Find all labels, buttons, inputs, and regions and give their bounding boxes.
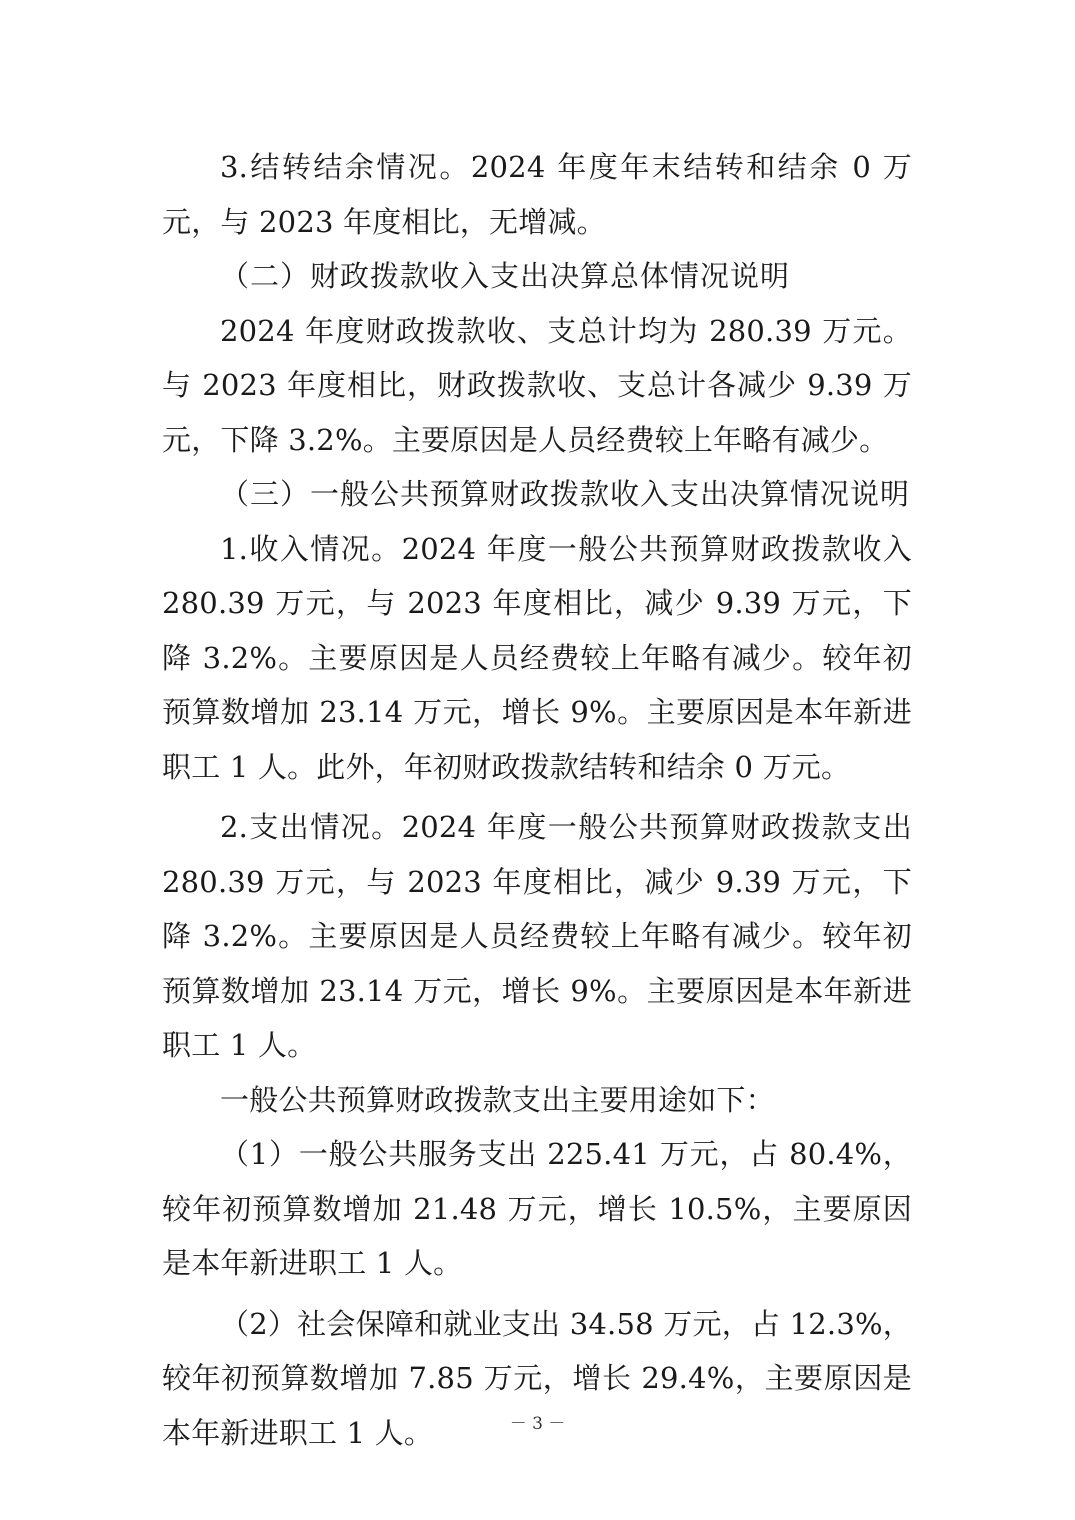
section-heading-3: （三）一般公共预算财政拨款收入支出决算情况说明 (220, 477, 911, 511)
document-body (162, 140, 912, 1460)
page-number: － 3 － (509, 1414, 566, 1434)
paragraph-carryover-balance: 3.结转结余情况。2024 年度年末结转和结余 0 万元，与 2023 年度相比，无增减。 (162, 150, 912, 239)
paragraph-fiscal-total: 2024 年度财政拨款收、支总计均为 280.39 万元。与 2023 年度相比，财政拨款收、支总计各减少 9.39 万元，下降 3.2%。主要原因是人员经费较上年略有减少。 (162, 313, 912, 457)
paragraph-uses-intro: 一般公共预算财政拨款支出主要用途如下： (220, 1082, 775, 1117)
section-heading-2: （二）财政拨款收入支出决算总体情况说明 (220, 259, 791, 293)
paragraph-item-1: （1）一般公共服务支出 225.41 万元，占 80.4%，较年初预算数增加 21.48 万元，增长 10.5%，主要原因是本年新进职工 1 人。 (162, 1137, 912, 1280)
paragraph-income: 1.收入情况。2024 年度一般公共预算财政拨款收入 280.39 万元，与 2023 年度相比，减少 9.39 万元，下降 3.2%。主要原因是人员经费较上年略有减少。较年初预算数增加 23.14 万元，增长 9%。主要原因是本年新进职工 1 人。此外，年初财政拨款结转和结余 0 万元。 (162, 531, 912, 784)
paragraph-item-2: （2）社会保障和就业支出 34.58 万元，占 12.3%，较年初预算数增加 7.85 万元，增长 29.4%，主要原因是本年新进职工 1 人。 (162, 1306, 912, 1450)
paragraph-expenditure: 2.支出情况。2024 年度一般公共预算财政拨款支出 280.39 万元，与 2023 年度相比，减少 9.39 万元，下降 3.2%。主要原因是人员经费较上年略有减少。较年初预算数增加 23.14 万元，增长 9%。主要原因是本年新进职工 1 人。 (162, 810, 912, 1062)
